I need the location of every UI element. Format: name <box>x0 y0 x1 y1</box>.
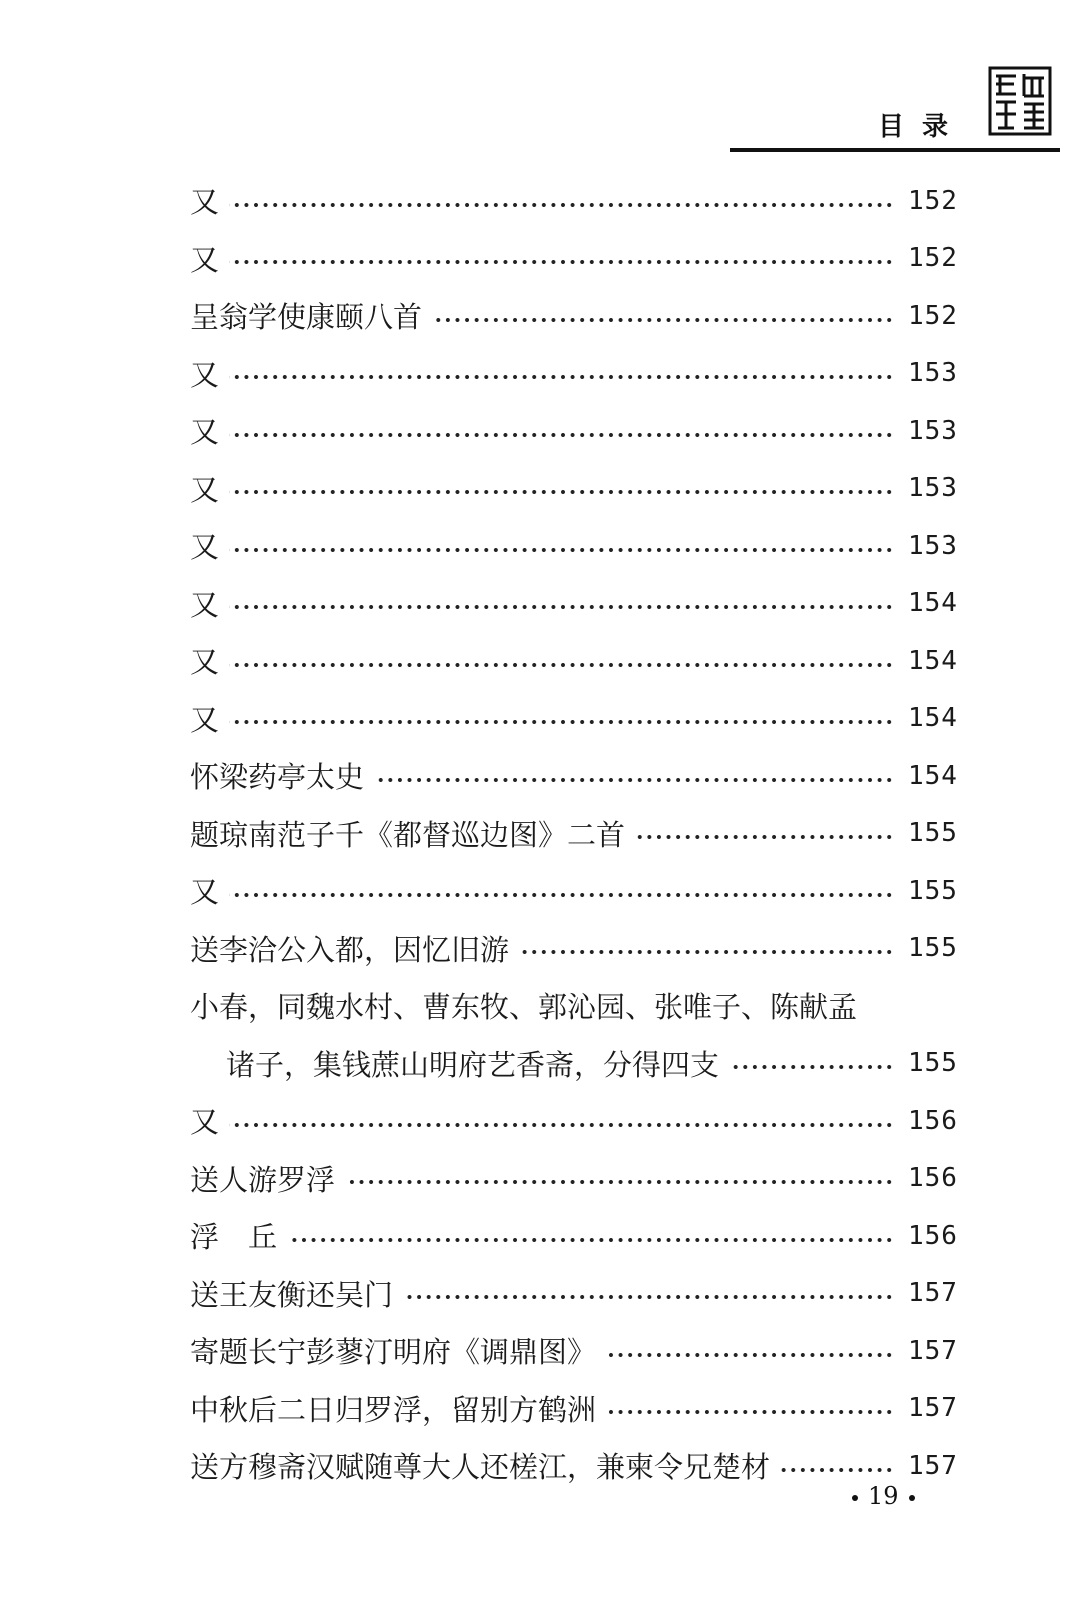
leader-dots <box>287 1237 894 1243</box>
leader-dots <box>229 432 894 438</box>
toc-entry-page: 152 <box>908 243 958 274</box>
toc-entry <box>190 862 956 920</box>
toc-entry-title: 呈翁学使康颐八首 <box>190 300 423 335</box>
toc-entry <box>190 1092 956 1150</box>
toc-entry-first-line <box>190 977 956 1035</box>
toc-entry-title: 送方穆斋汉赋随尊大人还槎江，兼柬令兄楚材 <box>190 1450 771 1485</box>
toc-entry-page: 155 <box>908 1048 958 1079</box>
toc-entry-title: 小春，同魏水村、曹东牧、郭沁园、张唯子、陈献孟 <box>190 990 858 1025</box>
leader-dots <box>229 719 894 725</box>
leader-dots <box>345 1179 894 1185</box>
toc-entry-page: 153 <box>908 358 958 389</box>
toc-entry-page: 154 <box>908 760 958 791</box>
leader-dots <box>229 892 894 898</box>
leader-dots <box>229 374 894 380</box>
toc-entry-page: 155 <box>908 933 958 964</box>
bullet-icon <box>852 1495 858 1501</box>
toc-entry-title: 又 <box>190 415 220 450</box>
toc-entry-title: 送人游罗浮 <box>190 1162 336 1197</box>
leader-dots <box>229 662 894 668</box>
toc-entry-title: 浮 丘 <box>190 1220 278 1255</box>
toc-entry-page: 155 <box>908 818 958 849</box>
toc-entry <box>190 805 956 863</box>
toc-entry <box>190 690 956 748</box>
toc-entry <box>190 575 956 633</box>
leader-dots <box>432 317 894 323</box>
toc-entry <box>190 1265 956 1323</box>
leader-dots <box>519 949 894 955</box>
toc-entry-page: 154 <box>908 645 958 676</box>
toc-entry <box>190 345 956 403</box>
leader-dots <box>229 604 894 610</box>
toc-entry <box>190 172 956 230</box>
leader-dots <box>729 1064 894 1070</box>
toc-entry-page: 154 <box>908 703 958 734</box>
leader-dots <box>229 259 894 265</box>
toc-entry-page: 153 <box>908 415 958 446</box>
toc-entry-page: 157 <box>908 1393 958 1424</box>
page-number: 19 <box>868 1482 899 1510</box>
toc-entry <box>190 920 956 978</box>
toc-entry-page: 152 <box>908 185 958 216</box>
leader-dots <box>229 489 894 495</box>
leader-dots <box>374 777 894 783</box>
seal-stamp-icon <box>988 66 1052 136</box>
toc-entry <box>190 287 956 345</box>
toc-entry-title: 又 <box>190 875 220 910</box>
leader-dots <box>780 1467 894 1473</box>
table-of-contents <box>190 172 956 1495</box>
toc-entry-page: 153 <box>908 473 958 504</box>
toc-entry-title: 中秋后二日归罗浮，留别方鹤洲 <box>190 1392 597 1427</box>
leader-dots <box>229 547 894 553</box>
toc-entry-title: 又 <box>190 472 220 507</box>
leader-dots <box>403 1294 894 1300</box>
header-rule <box>730 148 1060 152</box>
toc-entry <box>190 1380 956 1438</box>
toc-entry-title: 又 <box>190 530 220 565</box>
toc-entry-page: 152 <box>908 300 958 331</box>
toc-entry-page: 153 <box>908 530 958 561</box>
toc-entry-title: 又 <box>190 242 220 277</box>
running-header <box>730 60 1060 156</box>
toc-entry <box>190 1322 956 1380</box>
toc-entry-page: 156 <box>908 1220 958 1251</box>
toc-entry <box>190 1207 956 1265</box>
toc-entry-title: 又 <box>190 185 220 220</box>
toc-entry-page: 157 <box>908 1335 958 1366</box>
toc-entry <box>190 747 956 805</box>
leader-dots <box>229 1122 894 1128</box>
toc-entry-title: 又 <box>190 587 220 622</box>
toc-entry-title: 诸子，集钱蔗山明府艺香斋，分得四支 <box>226 1047 720 1082</box>
toc-entry-title: 又 <box>190 357 220 392</box>
toc-entry-title: 送王友衡还吴门 <box>190 1277 394 1312</box>
toc-entry-page: 157 <box>908 1278 958 1309</box>
toc-entry-page: 156 <box>908 1105 958 1136</box>
toc-entry <box>190 517 956 575</box>
toc-entry-title: 送李洽公入都，因忆旧游 <box>190 932 510 967</box>
toc-entry-title: 又 <box>190 1105 220 1140</box>
header-title: 目录 <box>878 112 967 142</box>
toc-entry-continuation <box>190 1035 956 1093</box>
toc-entry-title: 题琼南范子千《都督巡边图》二首 <box>190 817 626 852</box>
toc-entry <box>190 402 956 460</box>
toc-entry-title: 又 <box>190 645 220 680</box>
toc-entry <box>190 460 956 518</box>
toc-entry-title: 又 <box>190 702 220 737</box>
toc-entry-page: 155 <box>908 875 958 906</box>
bullet-icon <box>909 1495 915 1501</box>
toc-entry-page: 154 <box>908 588 958 619</box>
leader-dots <box>635 834 894 840</box>
leader-dots <box>229 202 894 208</box>
leader-dots <box>606 1352 894 1358</box>
page-footer <box>842 1482 925 1510</box>
toc-entry <box>190 230 956 288</box>
toc-entry <box>190 632 956 690</box>
leader-dots <box>606 1409 894 1415</box>
toc-entry-title: 寄题长宁彭蓼汀明府《调鼎图》 <box>190 1335 597 1370</box>
toc-entry-page: 156 <box>908 1163 958 1194</box>
toc-entry-page: 157 <box>908 1450 958 1481</box>
toc-entry-title: 怀梁药亭太史 <box>190 760 365 795</box>
toc-entry <box>190 1150 956 1208</box>
